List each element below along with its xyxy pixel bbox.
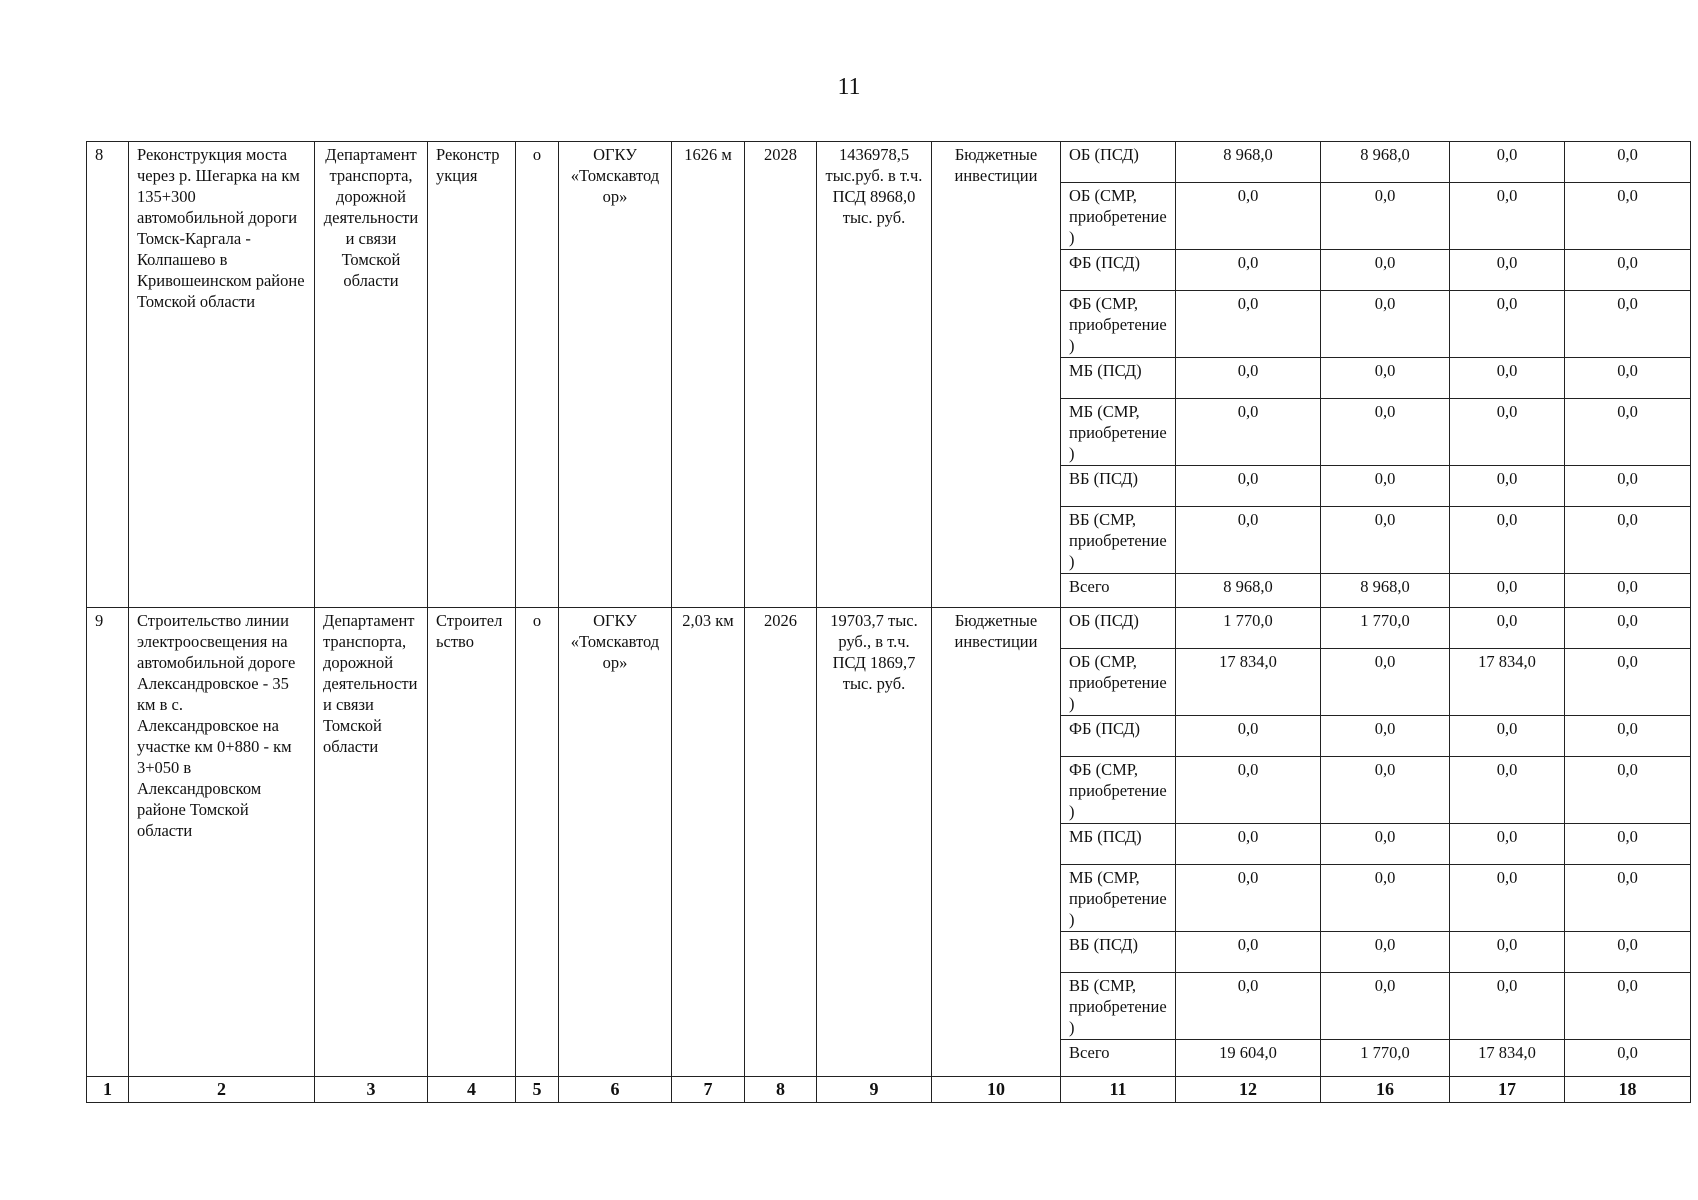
column-number: 17: [1450, 1077, 1565, 1103]
value-col-17: 0,0: [1450, 865, 1565, 932]
value-col-17: 0,0: [1450, 716, 1565, 757]
funding-source-label: Всего: [1061, 574, 1176, 608]
value-col-18: 0,0: [1565, 649, 1691, 716]
project-number: 8: [87, 142, 129, 608]
value-col-16: 0,0: [1321, 358, 1450, 399]
value-col-16: 0,0: [1321, 865, 1450, 932]
column-number: 1: [87, 1077, 129, 1103]
column-number: 9: [817, 1077, 932, 1103]
project-customer: Департамент транспорта, дорожной деятельности и связи Томской области: [315, 142, 428, 608]
value-col-12: 19 604,0: [1176, 1040, 1321, 1077]
value-col-16: 0,0: [1321, 183, 1450, 250]
value-col-18: 0,0: [1565, 507, 1691, 574]
funding-source-label: МБ (СМР, приобретение): [1061, 865, 1176, 932]
value-col-18: 0,0: [1565, 183, 1691, 250]
value-col-17: 0,0: [1450, 183, 1565, 250]
value-col-18: 0,0: [1565, 865, 1691, 932]
funding-source-label: ФБ (СМР, приобретение): [1061, 757, 1176, 824]
project-category: о: [516, 142, 559, 608]
value-col-16: 0,0: [1321, 824, 1450, 865]
value-col-17: 0,0: [1450, 973, 1565, 1040]
value-col-17: 0,0: [1450, 358, 1565, 399]
column-number: 5: [516, 1077, 559, 1103]
value-col-18: 0,0: [1565, 757, 1691, 824]
value-col-12: 0,0: [1176, 716, 1321, 757]
value-col-12: 0,0: [1176, 973, 1321, 1040]
value-col-18: 0,0: [1565, 358, 1691, 399]
funding-source-label: ВБ (ПСД): [1061, 466, 1176, 507]
value-col-17: 0,0: [1450, 574, 1565, 608]
funding-source-label: ВБ (СМР, приобретение): [1061, 507, 1176, 574]
value-col-17: 0,0: [1450, 250, 1565, 291]
value-col-12: 0,0: [1176, 757, 1321, 824]
project-developer: ОГКУ «Томскавтодор»: [559, 142, 672, 608]
value-col-18: 0,0: [1565, 716, 1691, 757]
value-col-18: 0,0: [1565, 466, 1691, 507]
value-col-17: 0,0: [1450, 932, 1565, 973]
value-col-12: 0,0: [1176, 399, 1321, 466]
value-col-18: 0,0: [1565, 608, 1691, 649]
funding-source-label: ВБ (СМР, приобретение): [1061, 973, 1176, 1040]
value-col-17: 17 834,0: [1450, 649, 1565, 716]
table-row: [87, 142, 1691, 183]
value-col-12: 1 770,0: [1176, 608, 1321, 649]
project-cost: 19703,7 тыс. руб., в т.ч. ПСД 1869,7 тыс. руб.: [817, 608, 932, 1077]
funding-source-label: МБ (ПСД): [1061, 358, 1176, 399]
project-work-type: Строительство: [428, 608, 516, 1077]
column-number: 8: [745, 1077, 817, 1103]
project-year: 2026: [745, 608, 817, 1077]
project-financing-form: Бюджетные инвестиции: [932, 142, 1061, 608]
investment-table: [86, 141, 1691, 1103]
value-col-12: 0,0: [1176, 358, 1321, 399]
value-col-16: 0,0: [1321, 466, 1450, 507]
value-col-18: 0,0: [1565, 574, 1691, 608]
page-number: 11: [837, 74, 861, 100]
value-col-16: 0,0: [1321, 291, 1450, 358]
value-col-17: 0,0: [1450, 757, 1565, 824]
value-col-16: 1 770,0: [1321, 608, 1450, 649]
funding-source-label: ОБ (ПСД): [1061, 142, 1176, 183]
value-col-16: 0,0: [1321, 399, 1450, 466]
value-col-16: 8 968,0: [1321, 142, 1450, 183]
funding-source-label: ОБ (ПСД): [1061, 608, 1176, 649]
project-category: о: [516, 608, 559, 1077]
project-financing-form: Бюджетные инвестиции: [932, 608, 1061, 1077]
project-name: Реконструкция моста через р. Шегарка на км 135+300 автомобильной дороги Томск-Каргала - Колпашево в Кривошеинском районе Томской области: [129, 142, 315, 608]
value-col-16: 0,0: [1321, 250, 1450, 291]
column-number: 6: [559, 1077, 672, 1103]
value-col-17: 0,0: [1450, 399, 1565, 466]
value-col-18: 0,0: [1565, 250, 1691, 291]
value-col-12: 8 968,0: [1176, 574, 1321, 608]
column-number-row: [87, 1077, 1691, 1103]
funding-source-label: ФБ (ПСД): [1061, 716, 1176, 757]
value-col-17: 0,0: [1450, 466, 1565, 507]
value-col-12: 0,0: [1176, 507, 1321, 574]
value-col-18: 0,0: [1565, 291, 1691, 358]
funding-source-label: МБ (СМР, приобретение): [1061, 399, 1176, 466]
funding-source-label: ФБ (СМР, приобретение): [1061, 291, 1176, 358]
project-capacity: 1626 м: [672, 142, 745, 608]
funding-source-label: Всего: [1061, 1040, 1176, 1077]
project-developer: ОГКУ «Томскавтодор»: [559, 608, 672, 1077]
value-col-17: 0,0: [1450, 507, 1565, 574]
value-col-16: 1 770,0: [1321, 1040, 1450, 1077]
value-col-17: 0,0: [1450, 142, 1565, 183]
value-col-18: 0,0: [1565, 1040, 1691, 1077]
value-col-16: 0,0: [1321, 932, 1450, 973]
value-col-12: 0,0: [1176, 291, 1321, 358]
value-col-12: 0,0: [1176, 824, 1321, 865]
value-col-16: 0,0: [1321, 507, 1450, 574]
project-number: 9: [87, 608, 129, 1077]
value-col-16: 0,0: [1321, 973, 1450, 1040]
project-capacity: 2,03 км: [672, 608, 745, 1077]
project-year: 2028: [745, 142, 817, 608]
project-name: Строительство линии электроосвещения на автомобильной дороге Александровское - 35 км в с. Александровское на участке км 0+880 - км 3+050 в Александровском районе Томской области: [129, 608, 315, 1077]
value-col-17: 0,0: [1450, 608, 1565, 649]
value-col-16: 8 968,0: [1321, 574, 1450, 608]
funding-source-label: ФБ (ПСД): [1061, 250, 1176, 291]
value-col-12: 0,0: [1176, 466, 1321, 507]
value-col-17: 0,0: [1450, 291, 1565, 358]
column-number: 12: [1176, 1077, 1321, 1103]
column-number: 11: [1061, 1077, 1176, 1103]
value-col-18: 0,0: [1565, 932, 1691, 973]
value-col-18: 0,0: [1565, 824, 1691, 865]
value-col-16: 0,0: [1321, 757, 1450, 824]
column-number: 4: [428, 1077, 516, 1103]
project-cost: 1436978,5 тыс.руб. в т.ч. ПСД 8968,0 тыс. руб.: [817, 142, 932, 608]
value-col-12: 8 968,0: [1176, 142, 1321, 183]
value-col-12: 0,0: [1176, 250, 1321, 291]
value-col-12: 0,0: [1176, 865, 1321, 932]
value-col-17: 17 834,0: [1450, 1040, 1565, 1077]
value-col-12: 0,0: [1176, 183, 1321, 250]
funding-source-label: МБ (ПСД): [1061, 824, 1176, 865]
funding-source-label: ОБ (СМР, приобретение): [1061, 649, 1176, 716]
value-col-17: 0,0: [1450, 824, 1565, 865]
value-col-12: 0,0: [1176, 932, 1321, 973]
value-col-18: 0,0: [1565, 399, 1691, 466]
column-number: 7: [672, 1077, 745, 1103]
value-col-16: 0,0: [1321, 716, 1450, 757]
project-work-type: Реконструкция: [428, 142, 516, 608]
column-number: 16: [1321, 1077, 1450, 1103]
value-col-12: 17 834,0: [1176, 649, 1321, 716]
column-number: 3: [315, 1077, 428, 1103]
value-col-18: 0,0: [1565, 142, 1691, 183]
table-row: [87, 608, 1691, 649]
column-number: 18: [1565, 1077, 1691, 1103]
funding-source-label: ОБ (СМР, приобретение): [1061, 183, 1176, 250]
funding-source-label: ВБ (ПСД): [1061, 932, 1176, 973]
value-col-16: 0,0: [1321, 649, 1450, 716]
column-number: 10: [932, 1077, 1061, 1103]
project-customer: Департамент транспорта, дорожной деятельности и связи Томской области: [315, 608, 428, 1077]
value-col-18: 0,0: [1565, 973, 1691, 1040]
column-number: 2: [129, 1077, 315, 1103]
